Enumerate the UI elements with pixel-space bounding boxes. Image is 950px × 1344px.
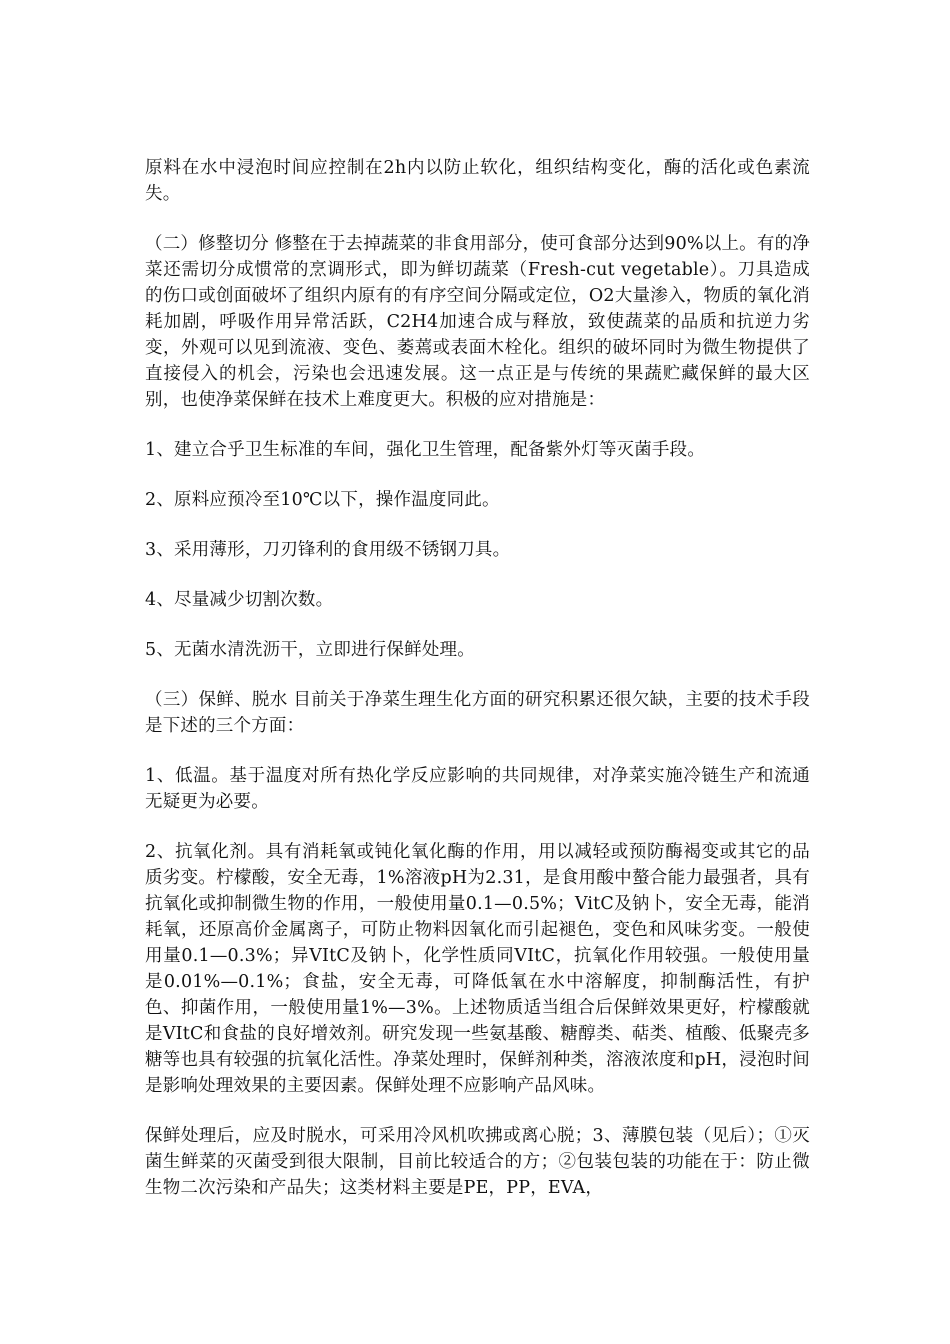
paragraph-preservation-dehydration: （三）保鲜、脱水 目前关于净菜生理生化方面的研究积累还很欠缺，主要的技术手段是下述的三个方面：	[145, 690, 810, 736]
list-item-reduce-cuts: 4、尽量减少切割次数。	[145, 590, 334, 610]
list-item-precooling: 2、原料应预冷至10℃以下，操作温度同此。	[145, 490, 500, 510]
paragraph-after-treatment: 保鲜处理后，应及时脱水，可采用冷风机吹拂或离心脱；3、薄膜包装（见后）；①灭菌生鲜菜的灭菌受到很大限制，目前比较适合的方；②包装包装的功能在于：防止微生物二次污染和产品失；这类材料主要是PE，PP，EVA，	[145, 1126, 810, 1198]
list-item-low-temperature: 1、低温。基于温度对所有热化学反应影响的共同规律，对净菜实施冷链生产和流通无疑更为必要。	[145, 766, 810, 812]
list-item-knives: 3、采用薄形，刀刃锋利的食用级不锈钢刀具。	[145, 540, 511, 560]
paragraph-trimming-cutting: （二）修整切分 修整在于去掉蔬菜的非食用部分，使可食部分达到90%以上。有的净菜还需切分成惯常的烹调形式，即为鲜切蔬菜（Fresh-cut vegetable）。刀具造成的伤口或创面破坏了组织内原有的有序空间分隔或定位，O2大量渗入，物质的氧化消耗加剧，呼吸作用异常活跃，C2H4加速合成与释放，致使蔬菜的品质和抗逆力劣变，外观可以见到流液、变色、萎蔫或表面木栓化。组织的破坏同时为微生物提供了直接侵入的机会，污染也会迅速发展。这一点正是与传统的果蔬贮藏保鲜的最大区别，也使净菜保鲜在技术上难度更大。积极的应对措施是：	[145, 234, 810, 410]
list-item-sterile-water: 5、无菌水清洗沥干，立即进行保鲜处理。	[145, 640, 475, 660]
list-item-antioxidants: 2、抗氧化剂。具有消耗氧或钝化氧化酶的作用，用以减轻或预防酶褐变或其它的品质劣变。柠檬酸，安全无毒，1%溶液pH为2.31，是食用酸中螯合能力最强者，具有抗氧化或抑制微生物的作用，一般使用量0.1—0.5%；VitC及钠卜，安全无毒，能消耗氧，还原高价金属离子，可防止物料因氧化而引起褪色，变色和风味劣变。一般使用量0.1—0.3%；异VItC及钠卜，化学性质同VItC，抗氧化作用较强。一般使用量是0.01%—0.1%；食盐，安全无毒，可降低氧在水中溶解度，抑制酶活性，有护色、抑菌作用，一般使用量1%—3%。上述物质适当组合后保鲜效果更好，柠檬酸就是VItC和食盐的良好增效剂。研究发现一些氨基酸、糖醇类、萜类、植酸、低聚壳多糖等也具有较强的抗氧化活性。净菜处理时，保鲜剂种类，溶液浓度和pH，浸泡时间是影响处理效果的主要因素。保鲜处理不应影响产品风味。	[145, 842, 810, 1096]
document-page	[145, 155, 810, 1225]
list-item-workshop: 1、建立合乎卫生标准的车间，强化卫生管理，配备紫外灯等灭菌手段。	[145, 440, 706, 460]
paragraph-soaking-time: 原料在水中浸泡时间应控制在2h内以防止软化，组织结构变化，酶的活化或色素流失。	[145, 158, 810, 204]
